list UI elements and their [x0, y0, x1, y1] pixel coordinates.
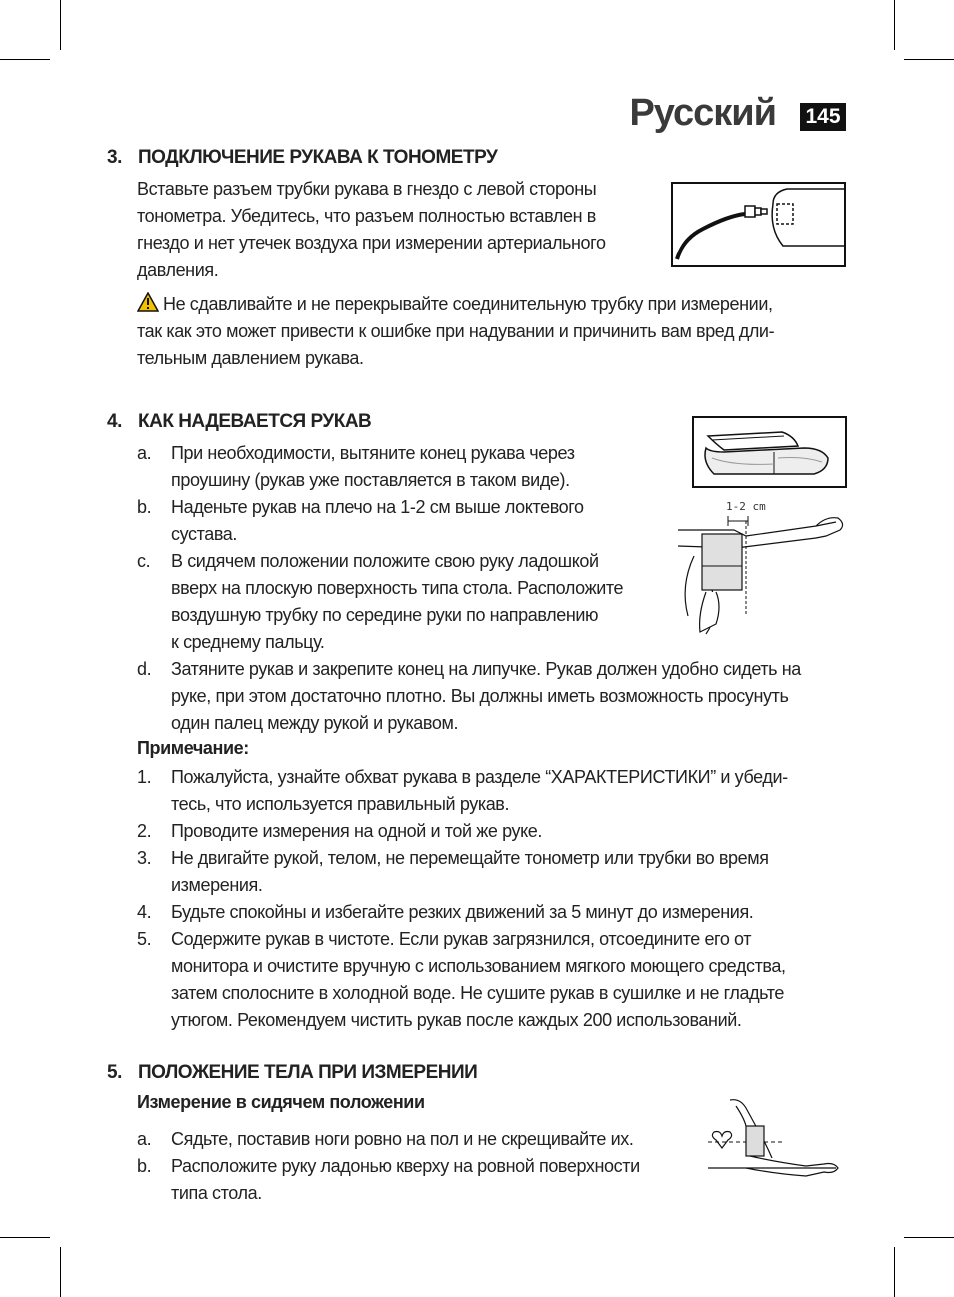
crop-mark	[894, 0, 895, 50]
section-5-subtitle: Измерение в сидячем положении	[137, 1092, 425, 1112]
note-item: 2. Проводите измерения на одной и той же руке.	[137, 821, 542, 841]
list-item: d. Затяните рукав и закрепите конец на липучке. Рукав должен удобно сидеть на руке, при этом достаточно плотно. Вы должны иметь возможность просунуть один палец между рукой и рукавом.	[137, 659, 801, 733]
cuff-illustration	[694, 418, 845, 486]
section-3-heading: 3. ПОДКЛЮЧЕНИЕ РУКАВА К ТОНОМЕТРУ	[107, 147, 498, 168]
crop-mark	[0, 1237, 50, 1238]
list-item: a. Сядьте, поставив ноги ровно на пол и не скрещивайте их.	[137, 1129, 634, 1149]
list-item: a. При необходимости, вытяните конец рукава через проушину (рукав уже поставляется в таком виде).	[137, 443, 575, 490]
note-item: 3. Не двигайте рукой, телом, не перемещайте тонометр или трубки во время измерения.	[137, 848, 769, 895]
cuff-connector-figure	[671, 182, 846, 267]
distance-label: 1-2 cm	[726, 500, 766, 513]
page-title: Русский	[629, 92, 776, 134]
note-heading: Примечание:	[137, 738, 249, 758]
list-item: c. В сидячем положении положите свою руку ладошкой вверх на плоскую поверхность типа стола. Расположите воздушную трубку по середине руки по направлению к среднему пальцу.	[137, 551, 624, 652]
crop-mark	[904, 1237, 954, 1238]
crop-mark	[60, 0, 61, 50]
note-item: 4. Будьте спокойны и избегайте резких движений за 5 минут до измерения.	[137, 902, 754, 922]
connector-illustration	[673, 184, 844, 265]
arm-position-figure	[676, 496, 848, 636]
list-item: b. Расположите руку ладонью кверху на ровной поверхности типа стола.	[137, 1156, 640, 1203]
warning-icon	[137, 292, 159, 312]
sitting-position-figure	[706, 1096, 846, 1186]
section-3-text: Вставьте разъем трубки рукава в гнездо с левой стороны тонометра. Убедитесь, что разъем полностью вставлен в гнездо и нет утечек воздуха при измерении артериального давления.	[137, 179, 606, 280]
note-item: 1. Пожалуйста, узнайте обхват рукава в разделе “ХАРАКТЕРИСТИКИ” и убеди- тесь, что используется правильный рукав.	[137, 767, 788, 814]
section-4-heading: 4. КАК НАДЕВАЕТСЯ РУКАВ	[107, 411, 372, 432]
list-item: b. Наденьте рукав на плечо на 1-2 см выше локтевого сустава.	[137, 497, 584, 544]
section-5-heading: 5. ПОЛОЖЕНИЕ ТЕЛА ПРИ ИЗМЕРЕНИИ	[107, 1062, 478, 1083]
cuff-figure	[692, 416, 847, 488]
page-number: 145	[800, 103, 846, 131]
note-item: 5. Содержите рукав в чистоте. Если рукав загрязнился, отсоедините его от монитора и очистите вручную с использованием мягкого моющего средства, затем сполосните в холодной воде. Не сушите рукав в сушилке и не гладьте утюгом. Рекомендуем чистить рукав после каждых 200 использований.	[137, 929, 786, 1030]
arm-illustration	[676, 496, 848, 636]
crop-mark	[904, 59, 954, 60]
crop-mark	[0, 59, 50, 60]
crop-mark	[894, 1247, 895, 1297]
sitting-illustration	[706, 1096, 846, 1186]
crop-mark	[60, 1247, 61, 1297]
section-3-warning: Не сдавливайте и не перекрывайте соединительную трубку при измерении, так как это может привести к ошибке при надувании и причинить вам вред дли- тельным давлением рукава.	[137, 294, 775, 368]
